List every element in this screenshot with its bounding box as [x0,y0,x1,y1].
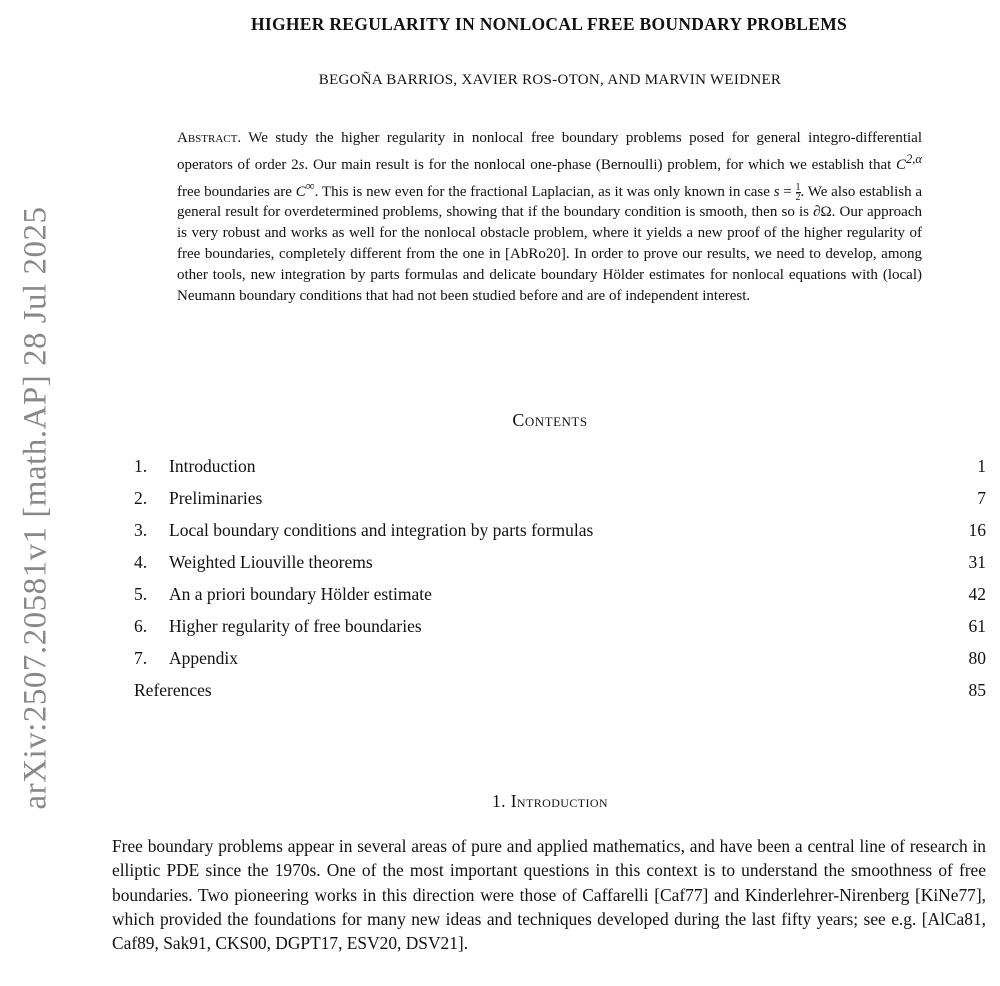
fraction-denominator: 2 [795,191,801,203]
arxiv-identifier: arXiv:2507.20581v1 [math.AP] 28 Jul 2025 [17,206,54,810]
math-superscript: 2,α [906,151,922,166]
toc-entry-page: 61 [968,616,986,636]
toc-entry-number: 1. [134,456,148,476]
toc-entry[interactable] [134,644,986,676]
toc-entry[interactable] [134,548,986,580]
toc-entry-number: 6. [134,616,148,636]
fraction-numerator: 1 [795,181,801,193]
toc-entry-page: 16 [968,520,986,540]
math-partial-omega: ∂Ω [813,204,832,221]
toc-entry-number: 7. [134,648,148,668]
abstract-text: . This is new even for the fractional Laplacian, as it was only known in case [314,183,774,200]
section-title: Introduction [510,791,608,811]
abstract-text: . Our approach is very robust and works as well for the nonlocal obstacle problem, where it yields a new proof of the higher regularity of free boundaries, completely different from the one in [AbRo20]. In order to prove our results, we need to develop, among other tools, new integration by parts formulas and delicate boundary Hölder estimates for nonlocal equations with (local) Neumann boundary conditions that had not been studied before and are of independent interest. [177,204,922,304]
toc-entry-title[interactable]: References [134,680,212,700]
toc-entry-page: 31 [968,552,986,572]
toc-entry-references[interactable] [134,676,986,708]
math-c: C [896,156,907,173]
toc-entry-title[interactable]: An a priori boundary Hölder estimate [169,584,432,604]
toc-entry-number: 4. [134,552,148,572]
toc-entry-title[interactable]: Appendix [169,648,239,668]
abstract [177,128,922,306]
math-s: s [298,156,305,173]
toc-entry-number: 5. [134,584,148,604]
toc-entry[interactable] [134,484,986,516]
toc-entry-page: 42 [968,584,986,604]
section-number: 1. [491,791,506,811]
abstract-text: . We also establish a general result for overdetermined problems, showing that if the boundary condition is smooth, then so is [177,183,922,221]
toc-entry-number: 2. [134,488,148,508]
abstract-text: . Our main result is for the nonlocal one-phase (Bernoulli) problem, for which we establish that [304,156,897,173]
toc-entry[interactable] [134,580,986,612]
abstract-label: Abstract. [177,130,242,146]
toc-entry-title[interactable]: Weighted Liouville theorems [169,552,373,572]
toc-entry-page: 1 [977,456,986,476]
toc-entry-title[interactable]: Preliminaries [169,488,263,508]
toc-entry[interactable] [134,516,986,548]
section-heading-introduction [0,791,1000,812]
introduction-paragraph: Free boundary problems appear in several areas of pure and applied mathematics, and have been a central line of research in elliptic PDE since the 1970s. One of the most important questions in this context is to understand the smoothness of free boundaries. Two pioneering works in this direction were those of Caffarelli [Caf77] and Kinderlehrer-Nirenberg [KiNe77], which provided the foundations for many new ideas and techniques developed during the last fifty years; see e.g. [AlCa81, Caf89, Sak91, CKS00, DGPT17, ESV20, DSV21]. [112,836,986,954]
math-superscript: ∞ [305,178,315,193]
toc-entry-number: 3. [134,520,148,540]
toc-entry[interactable] [134,612,986,644]
math-c: C [295,183,306,200]
toc-entry-title[interactable]: Higher regularity of free boundaries [169,616,422,636]
paper-authors: BEGOÑA BARRIOS, XAVIER ROS-OTON, AND MARVIN WEIDNER [318,72,782,88]
toc-entry-page: 80 [968,648,986,668]
table-of-contents [134,452,986,708]
toc-entry-page: 7 [977,488,986,508]
abstract-text: = [779,183,796,200]
contents-heading: Contents [512,410,588,430]
toc-entry-title[interactable]: Introduction [169,456,256,476]
abstract-text: We study the higher regularity in nonlocal free boundary problems posed for general integro-differential operators of order 2 [177,130,922,173]
math-s: s [773,183,780,200]
abstract-text: free boundaries are [177,183,296,200]
arxiv-sidebar [8,168,64,848]
paper-title: HIGHER REGULARITY IN NONLOCAL FREE BOUNDARY PROBLEMS [250,14,848,34]
toc-entry[interactable] [134,452,986,484]
toc-entry-title[interactable]: Local boundary conditions and integration by parts formulas [169,520,594,540]
toc-entry-page: 85 [968,680,986,700]
